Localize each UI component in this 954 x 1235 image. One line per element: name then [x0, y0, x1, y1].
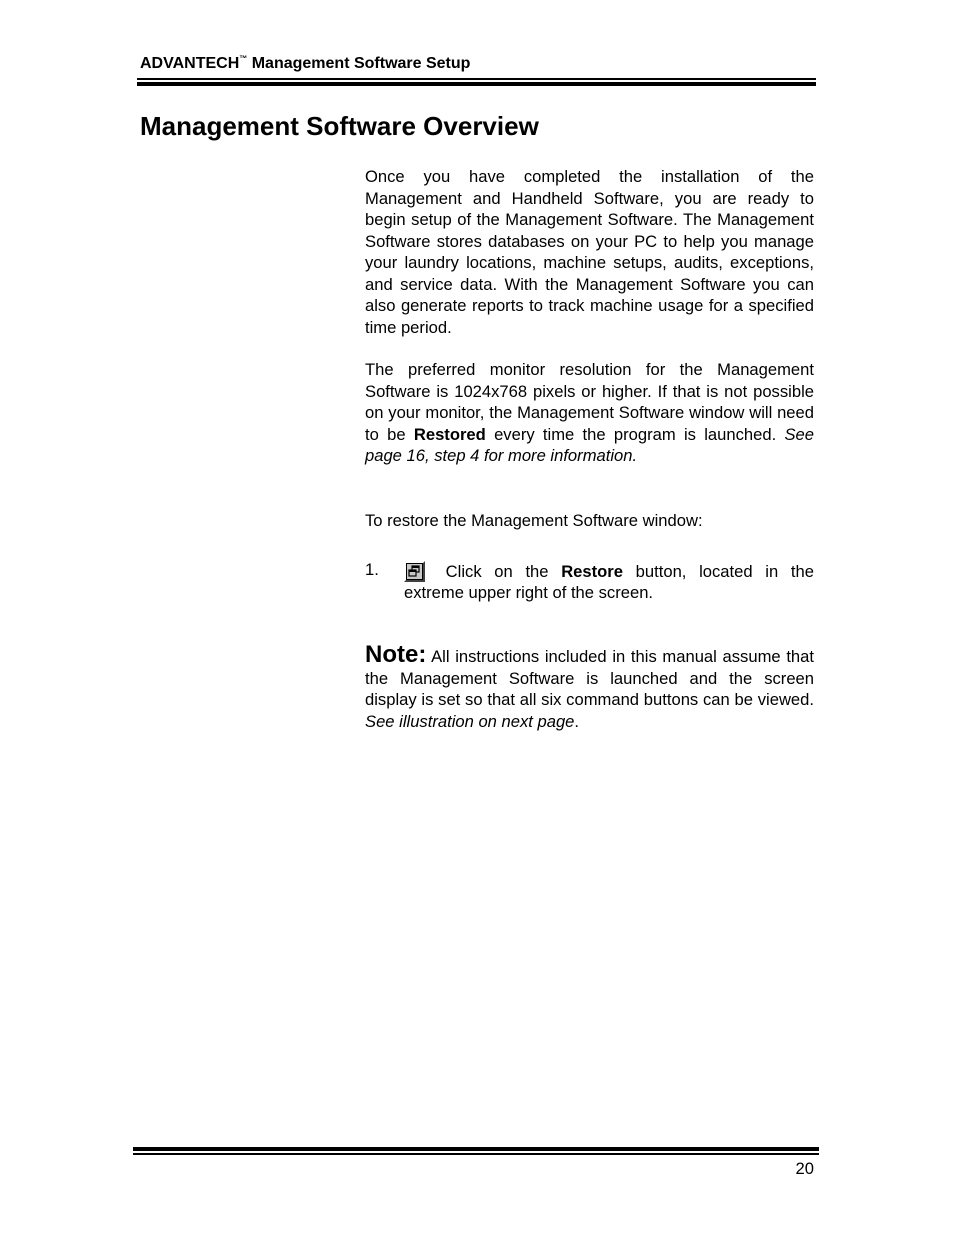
- running-header: [140, 55, 470, 73]
- page-title: Management Software Overview: [140, 111, 539, 141]
- trademark-symbol: ™: [239, 54, 248, 63]
- restore-term: Restore: [561, 561, 623, 581]
- step-number: 1.: [365, 560, 379, 579]
- note-text: All instructions included in this manual assume that the Management Software is launched and the screen display is set so that all six command buttons can be viewed.: [365, 647, 814, 709]
- note-label: Note:: [365, 641, 427, 668]
- step-word: button,: [635, 561, 687, 581]
- step-word: Click: [445, 561, 482, 581]
- resolution-paragraph: [365, 359, 814, 467]
- restored-term: Restored: [413, 424, 486, 444]
- footer-rule-thin: [133, 1153, 819, 1155]
- page-number: 20: [795, 1159, 814, 1178]
- intro-text: Once you have completed the installation of the Management and Handheld Software, you are ready to begin setup of the Management Software. The Management Software stores databases on your PC to help you manage your laundry locations, machine setups, audits, exceptions, and service data. With the Management Software you can also generate reports to track machine usage for a specified time period.: [365, 167, 814, 337]
- resolution-text-part2: every time the program is launched.: [485, 424, 785, 444]
- step-word: located: [699, 561, 753, 581]
- resolution-text-part1: The preferred monitor resolution for the Management Software is 1024x768 pixels or higher. If that is not possible on your monitor, the Management Software window will need to be: [365, 360, 814, 444]
- page-reference: See page 16, step 4 for more information.: [365, 424, 814, 465]
- step-word: the: [790, 561, 814, 581]
- step-word: the: [525, 561, 549, 581]
- header-rule-thin: [137, 78, 816, 80]
- resolution-text: [365, 359, 814, 467]
- step-text: [404, 555, 814, 604]
- note-paragraph: [365, 641, 814, 732]
- header-rule-thick: [137, 82, 816, 86]
- restore-intro-text: To restore the Management Software window:: [365, 511, 703, 530]
- restore-intro-paragraph: [365, 510, 814, 532]
- footer-rule-thick: [133, 1147, 819, 1151]
- header-subtitle: Management Software Setup: [251, 55, 471, 72]
- restore-window-icon: [404, 561, 425, 582]
- step-word: in: [765, 561, 779, 581]
- header-brand: ADVANTECH: [140, 55, 240, 72]
- step-word: on: [494, 561, 513, 581]
- note-reference: See illustration on next page: [365, 711, 575, 731]
- step-line-1: [404, 555, 814, 582]
- step-line-2: extreme upper right of the screen.: [404, 583, 654, 602]
- note-end: .: [574, 711, 580, 731]
- intro-paragraph: [365, 166, 814, 338]
